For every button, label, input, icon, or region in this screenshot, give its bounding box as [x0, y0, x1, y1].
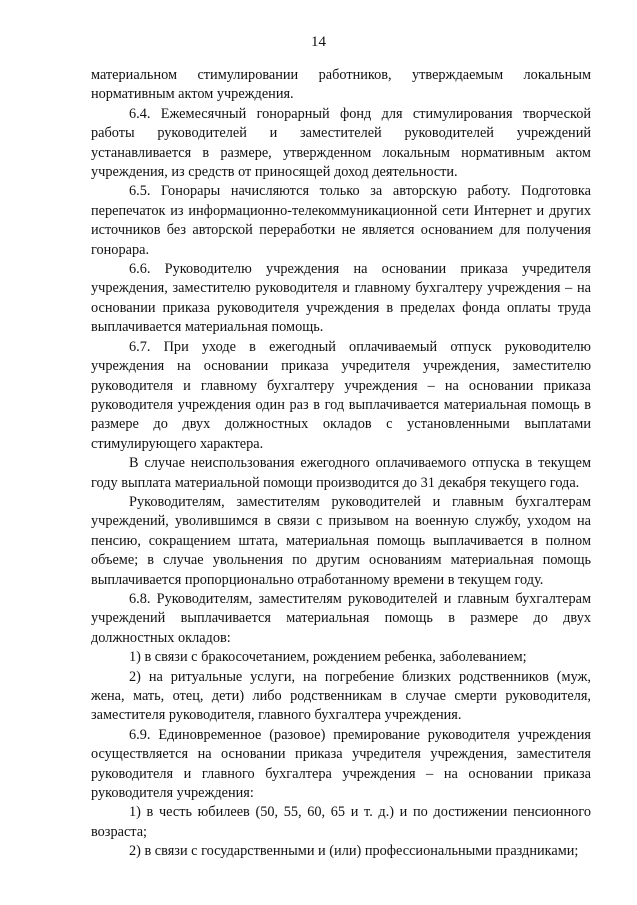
paragraph-6-6: 6.6. Руководителю учреждения на основании приказа учредителя учреждения, заместителю руководителя и главному бухгалтеру учреждения – на основании приказа руководителя учреждения в пределах фонда оплаты труда выплачивается материальная помощь.: [91, 261, 591, 336]
paragraph-continuation: материальном стимулировании работников, утверждаемым локальным нормативным актом учреждения.: [91, 67, 591, 103]
document-body: [91, 66, 591, 862]
paragraph-6-9: 6.9. Единовременное (разовое) премирование руководителя учреждения осуществляется на основании приказа учредителя учреждения, заместителя руководителя и главного бухгалтера учреждения – на основании приказа руководителя учреждения:: [91, 726, 591, 802]
paragraph-6-7: 6.7. При уходе в ежегодный оплачиваемый отпуск руководителю учреждения на основании приказа учредителя учреждения, заместителю руководителя и главному бухгалтеру учреждения – на основании приказа руководителя учреждения один раз в год выплачивается материальная помощь в размере до двух должностных окладов с установленными выплатами стимулирующего характера.: [91, 338, 591, 452]
list-item-6-9-1: 1) в честь юбилеев (50, 55, 60, 65 и т. д.) и по достижении пенсионного возраста;: [91, 804, 591, 840]
paragraph-dismissal: Руководителям, заместителям руководителей и главным бухгалтерам учреждений, уволившимся в связи с призывом на военную службу, уходом на пенсию, сокращением штата, материальная помощь выплачивается в полном объеме; в случае увольнения по другим основаниям материальная помощь выплачивается пропорционально отработанному времени в текущем году.: [91, 493, 591, 588]
paragraph-unused-leave: В случае неиспользования ежегодного оплачиваемого отпуска в текущем году выплата материальной помощи производится до 31 декабря текущего года.: [91, 455, 591, 491]
paragraph-6-5: 6.5. Гонорары начисляются только за авторскую работу. Подготовка перепечаток из информационно-телекоммуникационной сети Интернет и других источников без авторской переработки не является основанием для получения гонорара.: [91, 183, 591, 258]
page-number: 14: [311, 34, 326, 50]
list-item-6-8-2: 2) на ритуальные услуги, на погребение близких родственников (муж, жена, мать, отец, дети) либо родственникам в случае смерти руководителя, заместителя руководителя, главного бухгалтера учреждения.: [91, 668, 591, 724]
list-item-6-9-2: 2) в связи с государственными и (или) профессиональными праздниками;: [129, 843, 579, 860]
paragraph-6-4: 6.4. Ежемесячный гонорарный фонд для стимулирования творческой работы руководителей и заместителей руководителей учреждений устанавливается в размере, утвержденном локальным нормативным актом учреждения, из средств от приносящей доход деятельности.: [91, 105, 591, 181]
list-item-6-8-1: 1) в связи с бракосочетанием, рождением ребенка, заболеванием;: [129, 649, 527, 666]
paragraph-6-8: 6.8. Руководителям, заместителям руководителей и главным бухгалтерам учреждений выплачивается материальная помощь в размере до двух должностных окладов:: [91, 590, 591, 646]
